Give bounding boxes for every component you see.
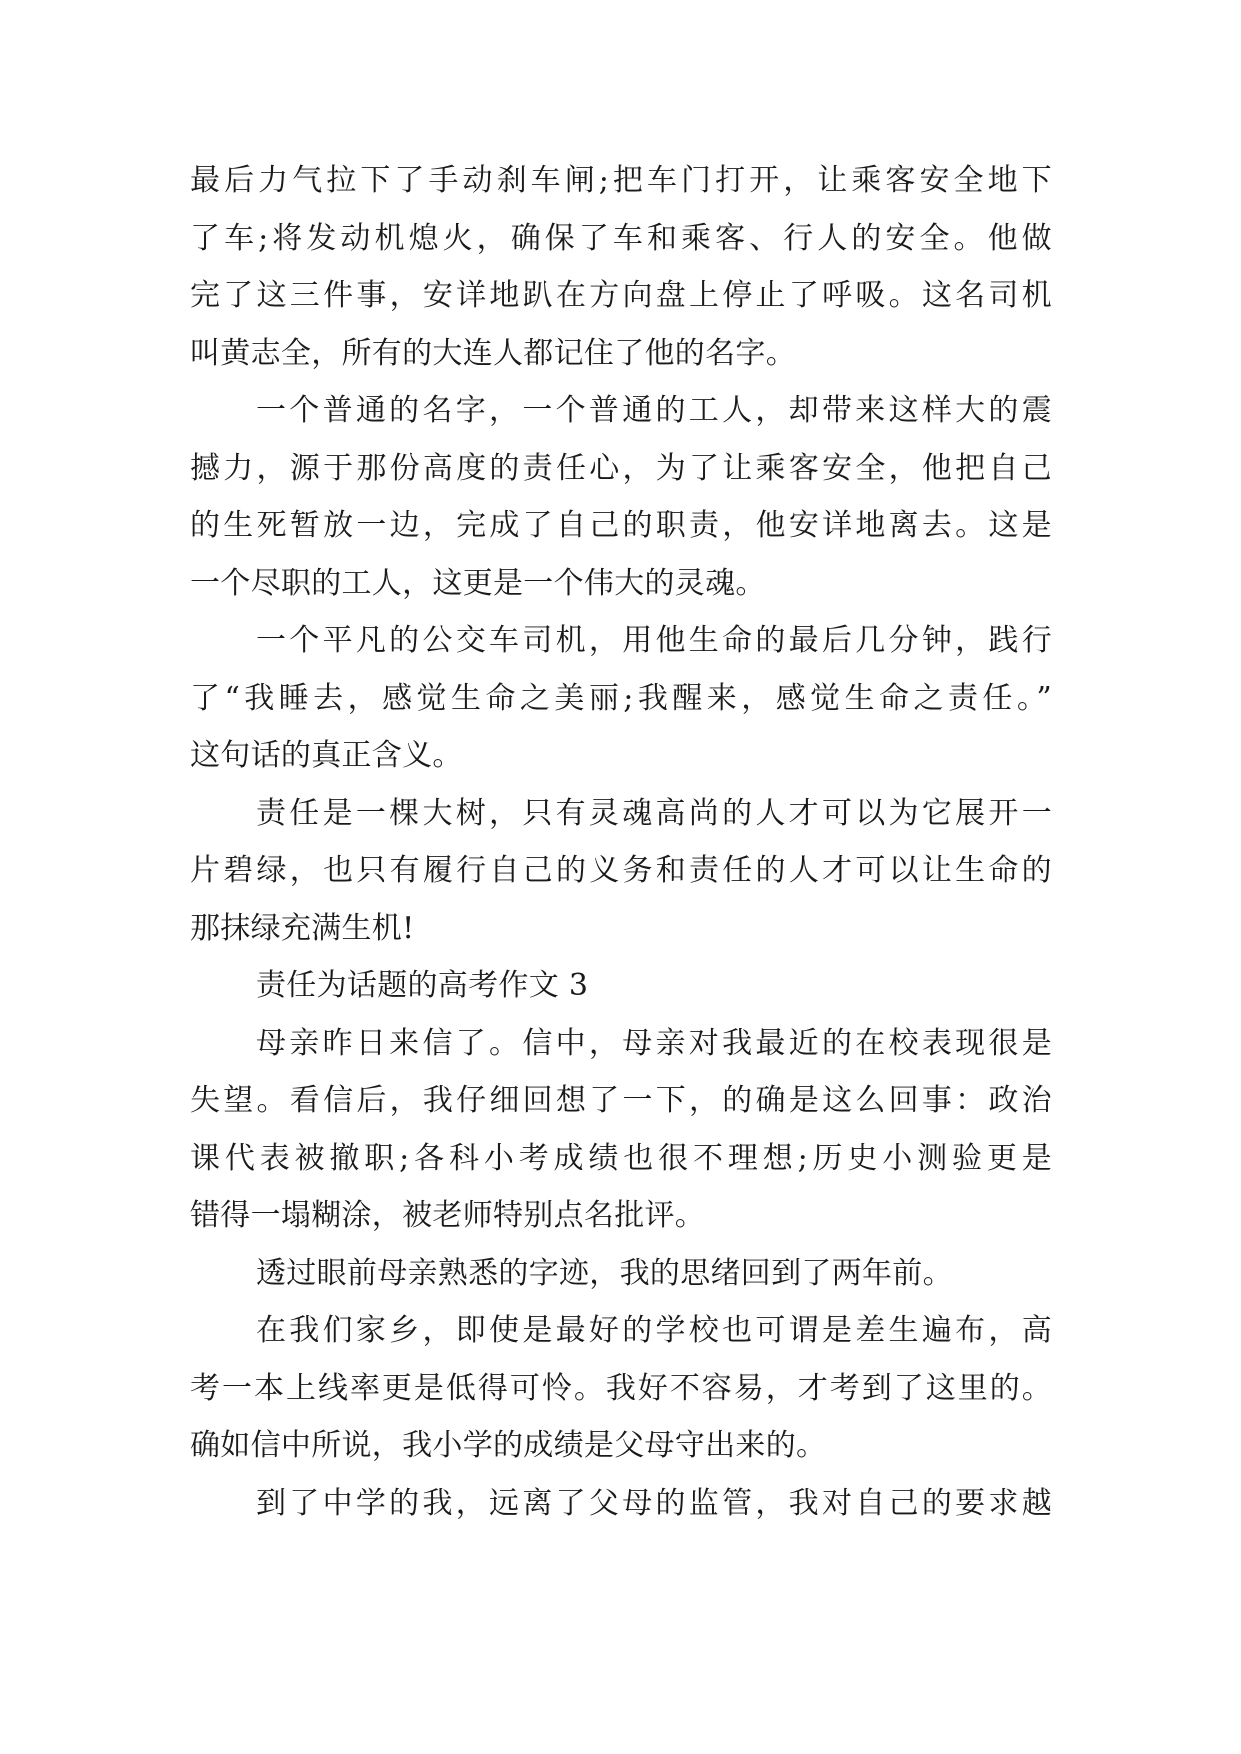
paragraph [190, 152, 1052, 382]
text-line: 责任是一棵大树，只有灵魂高尚的人才可以为它展开一 [256, 795, 1052, 831]
text-line: 错得一塌糊涂，被老师特别点名批评。 [190, 1198, 706, 1233]
paragraph [190, 382, 1052, 612]
text-line: 最后力气拉下了手动刹车闸;把车门打开，让乘客安全地下 [190, 163, 1052, 198]
text-line: 到了中学的我，远离了父母的监管，我对自己的要求越 [256, 1485, 1052, 1521]
text-line: 一个平凡的公交车司机，用他生命的最后几分钟，践行 [256, 623, 1052, 658]
text-line: 失望。看信后，我仔细回想了一下，的确是这么回事：政治 [190, 1083, 1052, 1118]
text-line: 一个普通的名字，一个普通的工人，却带来这样大的震 [256, 393, 1052, 428]
document-body [190, 152, 1052, 1532]
paragraph [190, 1015, 1052, 1245]
text-line: 确如信中所说，我小学的成绩是父母守出来的。 [190, 1428, 827, 1463]
text-line: 母亲昨日来信了。信中，母亲对我最近的在校表现很是 [256, 1025, 1052, 1061]
paragraph [190, 1302, 1052, 1475]
text-line: 了“我睡去，感觉生命之美丽;我醒来，感觉生命之责任。” [190, 680, 1052, 716]
text-line: 一个尽职的工人，这更是一个伟大的灵魂。 [190, 565, 766, 601]
text-line: 在我们家乡，即使是最好的学校也可谓是差生遍布，高 [256, 1313, 1052, 1348]
section-heading [190, 957, 1052, 1015]
text-line: 完了这三件事，安详地趴在方向盘上停止了呼吸。这名司机 [190, 278, 1052, 313]
text-line: 了车;将发动机熄火，确保了车和乘客、行人的安全。他做 [190, 220, 1052, 256]
paragraph [190, 612, 1052, 785]
text-line: 的生死暂放一边，完成了自己的职责，他安详地离去。这是 [190, 508, 1052, 543]
paragraph [190, 1245, 1052, 1303]
text-line: 那抹绿充满生机! [190, 910, 415, 946]
text-line: 考一本上线率更是低得可怜。我好不容易，才考到了这里的。 [190, 1370, 1052, 1406]
text-line: 撼力，源于那份高度的责任心，为了让乘客安全，他把自己 [190, 450, 1052, 486]
text-line: 叫黄志全，所有的大连人都记住了他的名字。 [190, 335, 796, 371]
text-line: 透过眼前母亲熟悉的字迹，我的思绪回到了两年前。 [256, 1255, 953, 1291]
text-line: 这句话的真正含义。 [190, 738, 463, 773]
text-line: 片碧绿，也只有履行自己的义务和责任的人才可以让生命的 [190, 853, 1052, 888]
paragraph [190, 1475, 1052, 1533]
paragraph [190, 785, 1052, 958]
text-line: 课代表被撤职;各科小考成绩也很不理想;历史小测验更是 [190, 1140, 1052, 1176]
heading-text: 责任为话题的高考作文 3 [256, 968, 589, 1003]
